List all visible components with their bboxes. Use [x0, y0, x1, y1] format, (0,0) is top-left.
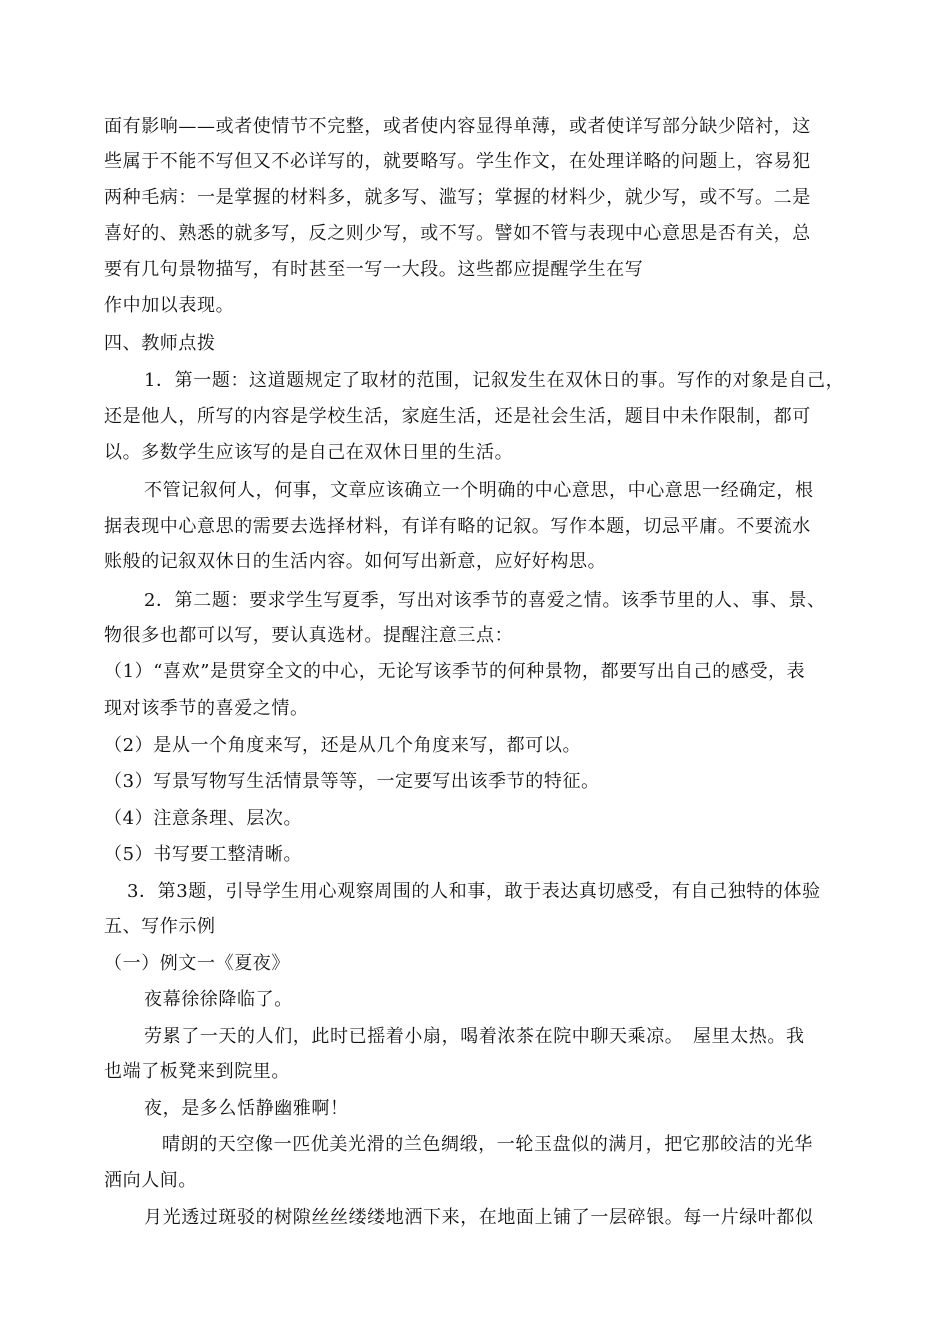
text-line: 劳累了一天的人们，此时已摇着小扇，喝着浓茶在院中聊天乘凉。 屋里太热。我 — [144, 1026, 805, 1047]
text-line: 洒向人间。 — [104, 1170, 197, 1191]
text-line: 物很多也都可以写，要认真选材。提醒注意三点： — [104, 625, 514, 646]
section-heading: 五、写作示例 — [104, 916, 216, 937]
text-line: 不管记叙何人，何事，文章应该确立一个明确的中心意思，中心意思一经确定，根 — [144, 480, 814, 501]
text-line: 还是他人，所写的内容是学校生活，家庭生活，还是社会生活，题目中未作限制，都可 — [104, 406, 811, 427]
list-item: （4）注意条理、层次。 — [104, 808, 303, 829]
text-line: 两种毛病：一是掌握的材料多，就多写、滥写；掌握的材料少，就少写，或不写。二是 — [104, 187, 811, 208]
text-line: 1．第一题：这道题规定了取材的范围，记叙发生在双休日的事。写作的对象是自己， — [144, 370, 845, 391]
text-line: 账般的记叙双休日的生活内容。如何写出新意，应好好构思。 — [104, 551, 607, 572]
text-line: 些属于不能不写但又不必详写的，就要略写。学生作文，在处理详略的问题上，容易犯 — [104, 151, 811, 172]
list-item: （1）“喜欢”是贯穿全文的中心，无论写该季节的何种景物，都要写出自己的感受，表 — [104, 661, 806, 682]
subsection-heading: （一）例文一《夏夜》 — [104, 953, 290, 974]
text-line: 作中加以表现。 — [104, 295, 235, 316]
text-line: 也端了板凳来到院里。 — [104, 1061, 290, 1082]
list-item: （2）是从一个角度来写，还是从几个角度来写，都可以。 — [104, 735, 582, 756]
text-line: 夜幕徐徐降临了。 — [144, 989, 293, 1010]
text-line: 3．第3题，引导学生用心观察周围的人和事，敢于表达真切感受，有自己独特的体验 — [127, 881, 821, 902]
text-line: 晴朗的天空像一匹优美光滑的兰色绸缎，一轮玉盘似的满月，把它那皎洁的光华 — [162, 1134, 813, 1155]
text-line: 面有影响——或者使情节不完整，或者使内容显得单薄，或者使详写部分缺少陪衬，这 — [104, 116, 811, 137]
text-line: 现对该季节的喜爱之情。 — [104, 698, 309, 719]
text-line: 喜好的、熟悉的就多写，反之则少写，或不写。譬如不管与表现中心意思是否有关，总 — [104, 223, 811, 244]
list-item: （5）书写要工整清晰。 — [104, 844, 303, 865]
text-line: 以。多数学生应该写的是自己在双休日里的生活。 — [104, 442, 514, 463]
text-line: 据表现中心意思的需要去选择材料，有详有略的记叙。写作本题，切忌平庸。不要流水 — [104, 516, 811, 537]
list-item: （3）写景写物写生活情景等等，一定要写出该季节的特征。 — [104, 771, 600, 792]
text-line: 要有几句景物描写，有时甚至一写一大段。这些都应提醒学生在写 — [104, 259, 644, 280]
text-line: 2．第二题：要求学生写夏季，写出对该季节的喜爱之情。该季节里的人、事、景、 — [144, 590, 826, 611]
section-heading: 四、教师点拨 — [104, 333, 216, 354]
text-line: 夜，是多么恬静幽雅啊！ — [144, 1098, 349, 1119]
text-line: 月光透过斑驳的树隙丝丝缕缕地洒下来，在地面上铺了一层碎银。每一片绿叶都似 — [144, 1207, 814, 1228]
